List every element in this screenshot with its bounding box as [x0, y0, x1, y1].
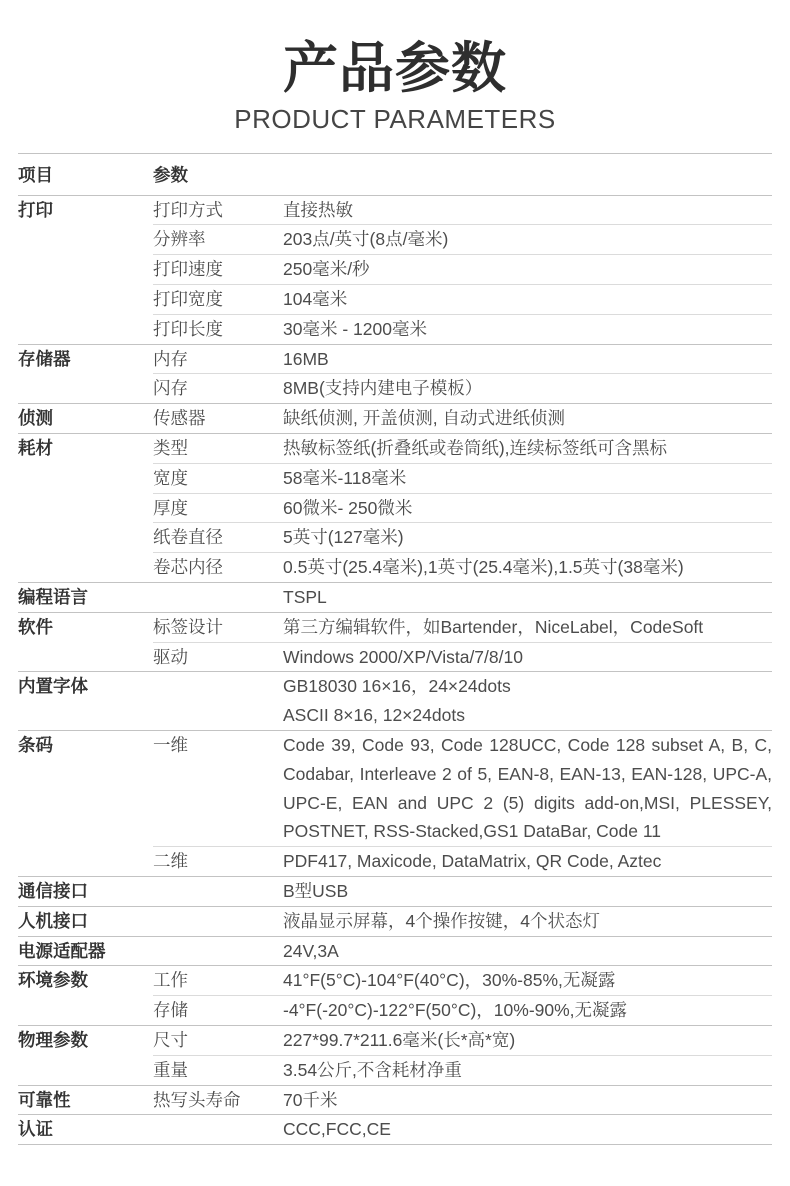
- spec-group-label: 侦测: [18, 408, 53, 429]
- spec-row-value: 30毫米 - 1200毫米: [283, 318, 427, 339]
- table-header-row: [18, 154, 772, 195]
- spec-row-label: 分辨率: [153, 229, 206, 250]
- spec-group-label: 存储器: [18, 348, 71, 369]
- spec-group-memory: [18, 344, 772, 404]
- spec-group-power: [18, 936, 772, 966]
- spec-group-label: 条码: [18, 734, 53, 755]
- spec-row-value: 热敏标签纸(折叠纸或卷筒纸),连续标签纸可含黑标: [283, 438, 668, 459]
- spec-group-label: 内置字体: [18, 676, 88, 697]
- spec-row-value: 104毫米: [283, 289, 348, 310]
- spec-row-value: 直接热敏: [283, 199, 353, 220]
- spec-group-environment: [18, 965, 772, 1025]
- spec-group-label: 人机接口: [18, 910, 88, 931]
- spec-row-label: [153, 907, 283, 936]
- table-row: [153, 966, 772, 995]
- spec-row-value: Code 39, Code 93, Code 128UCC, Code 128 subset A, B, C, Codabar, Interleave 2 of 5, EAN-8, EAN-13, EAN-128, UPC-A, UPC-E, EAN and UPC 2 (5) digits add-on,MSI, PLESSEY, POSTNET, RSS-Stacked,GS1 DataBar, Code 11: [283, 734, 772, 842]
- spec-row-value: ASCII 8×16, 12×24dots: [283, 705, 465, 726]
- spec-group-label: 物理参数: [18, 1029, 88, 1050]
- spec-row-value: 5英寸(127毫米): [283, 527, 404, 548]
- table-row: [153, 345, 772, 374]
- page-subtitle: PRODUCT PARAMETERS: [234, 103, 556, 134]
- spec-group-barcodes: [18, 730, 772, 876]
- table-row: [153, 672, 772, 701]
- spec-row-label: 一维: [153, 734, 188, 755]
- spec-group-reliability: [18, 1085, 772, 1115]
- spec-row-value: -4°F(-20°C)-122°F(50°C)，10%-90%,无凝露: [283, 1000, 628, 1021]
- spec-group-software: [18, 612, 772, 672]
- spec-row-label: 驱动: [153, 646, 188, 667]
- spec-row-label: [153, 877, 283, 906]
- table-row: [153, 493, 772, 523]
- table-row: [153, 314, 772, 344]
- table-row: [153, 1086, 772, 1115]
- spec-row-value: 60微米- 250微米: [283, 497, 413, 518]
- spec-row-label: [153, 701, 283, 730]
- spec-row-value: PDF417, Maxicode, DataMatrix, QR Code, Aztec: [283, 851, 662, 872]
- spec-row-value: 203点/英寸(8点/毫米): [283, 229, 449, 250]
- table-row: [153, 1026, 772, 1055]
- spec-row-value: 8MB(支持内建电子模板）: [283, 378, 483, 399]
- spec-group-label: 编程语言: [18, 587, 88, 607]
- table-row: [153, 463, 772, 493]
- table-row: [153, 1055, 772, 1085]
- table-row: [153, 522, 772, 552]
- spec-group-label: 可靠性: [18, 1089, 71, 1110]
- spec-row-label: 纸卷直径: [153, 527, 223, 548]
- spec-row-value: 16MB: [283, 348, 329, 369]
- spec-group-hmi: [18, 906, 772, 936]
- spec-row-label: [153, 672, 283, 701]
- spec-group-label: 打印: [18, 199, 53, 220]
- spec-row-label: 标签设计: [153, 616, 223, 637]
- spec-row-label: 打印长度: [153, 318, 223, 339]
- spec-row-label: 工作: [153, 970, 188, 991]
- table-row: [153, 583, 772, 612]
- spec-row-label: 闪存: [153, 378, 188, 399]
- spec-group-print: [18, 195, 772, 344]
- spec-row-label: 厚度: [153, 497, 188, 518]
- spec-row-label: 打印宽度: [153, 289, 223, 310]
- spec-row-value: GB18030 16×16，24×24dots: [283, 676, 511, 697]
- spec-group-media: [18, 433, 772, 582]
- spec-row-value: 缺纸侦测, 开盖侦测, 自动式进纸侦测: [283, 408, 565, 429]
- spec-group-label: 软件: [18, 616, 53, 637]
- spec-row-label: 宽度: [153, 467, 188, 488]
- table-row: [153, 995, 772, 1025]
- table-row: [153, 731, 772, 846]
- spec-row-label: 类型: [153, 438, 188, 459]
- table-row: [153, 701, 772, 730]
- table-row: [153, 613, 772, 642]
- spec-group-label: 电源适配器: [18, 940, 106, 961]
- spec-group-language: [18, 582, 772, 612]
- spec-row-value: 70千米: [283, 1089, 338, 1110]
- spec-row-label: 存储: [153, 1000, 188, 1021]
- spec-row-value: 227*99.7*211.6毫米(长*高*宽): [283, 1029, 516, 1050]
- table-row: [153, 224, 772, 254]
- spec-group-detection: [18, 403, 772, 433]
- spec-group-fonts: [18, 671, 772, 730]
- spec-row-value: 第三方编辑软件，如Bartender，NiceLabel，CodeSoft: [283, 616, 704, 637]
- table-row: [153, 373, 772, 403]
- table-row: [153, 254, 772, 284]
- spec-table: [18, 153, 772, 1146]
- spec-row-label: 热写头寿命: [153, 1089, 241, 1110]
- table-row: [153, 642, 772, 672]
- spec-row-value: 0.5英寸(25.4毫米),1英寸(25.4毫米),1.5英寸(38毫米): [283, 557, 684, 578]
- spec-group-physical: [18, 1025, 772, 1085]
- table-row: [153, 937, 772, 966]
- table-row: [153, 1115, 772, 1144]
- table-row: [153, 877, 772, 906]
- spec-row-label: [153, 937, 283, 966]
- spec-row-value: 58毫米-118毫米: [283, 467, 407, 488]
- spec-row-label: [153, 583, 283, 612]
- spec-row-label: [153, 1115, 283, 1144]
- spec-group-label: 耗材: [18, 438, 53, 459]
- spec-row-label: 打印方式: [153, 199, 223, 220]
- spec-row-label: 内存: [153, 348, 188, 369]
- header-param-label: 参数: [153, 164, 188, 185]
- spec-group-label: 认证: [18, 1119, 53, 1140]
- table-row: [153, 907, 772, 936]
- spec-row-label: 二维: [153, 851, 188, 872]
- spec-group-label: 通信接口: [18, 880, 88, 901]
- spec-row-value: CCC,FCC,CE: [283, 1119, 391, 1140]
- spec-row-value: Windows 2000/XP/Vista/7/8/10: [283, 646, 523, 667]
- spec-row-value: 250毫米/秒: [283, 259, 370, 280]
- spec-group-label: 环境参数: [18, 970, 88, 991]
- table-row: [153, 284, 772, 314]
- table-row: [153, 404, 772, 433]
- spec-row-label: 卷芯内径: [153, 557, 223, 578]
- spec-row-label: 传感器: [153, 408, 206, 429]
- spec-group-interface: [18, 876, 772, 906]
- spec-row-value: B型USB: [283, 880, 349, 901]
- spec-row-label: 尺寸: [153, 1029, 188, 1050]
- table-row: [153, 552, 772, 582]
- page-title: 产品参数: [282, 37, 507, 99]
- header-item-label: 项目: [18, 164, 53, 185]
- table-row: [153, 846, 772, 876]
- spec-row-value: 24V,3A: [283, 940, 339, 961]
- table-row: [153, 434, 772, 463]
- spec-row-value: 3.54公斤,不含耗材净重: [283, 1059, 462, 1080]
- spec-row-value: 液晶显示屏幕，4个操作按键，4个状态灯: [283, 910, 600, 931]
- spec-row-value: 41°F(5°C)-104°F(40°C)，30%-85%,无凝露: [283, 970, 616, 991]
- table-row: [153, 196, 772, 225]
- spec-row-label: 重量: [153, 1059, 188, 1080]
- spec-group-certification: [18, 1114, 772, 1144]
- spec-row-label: 打印速度: [153, 259, 223, 280]
- spec-row-value: TSPL: [283, 587, 327, 607]
